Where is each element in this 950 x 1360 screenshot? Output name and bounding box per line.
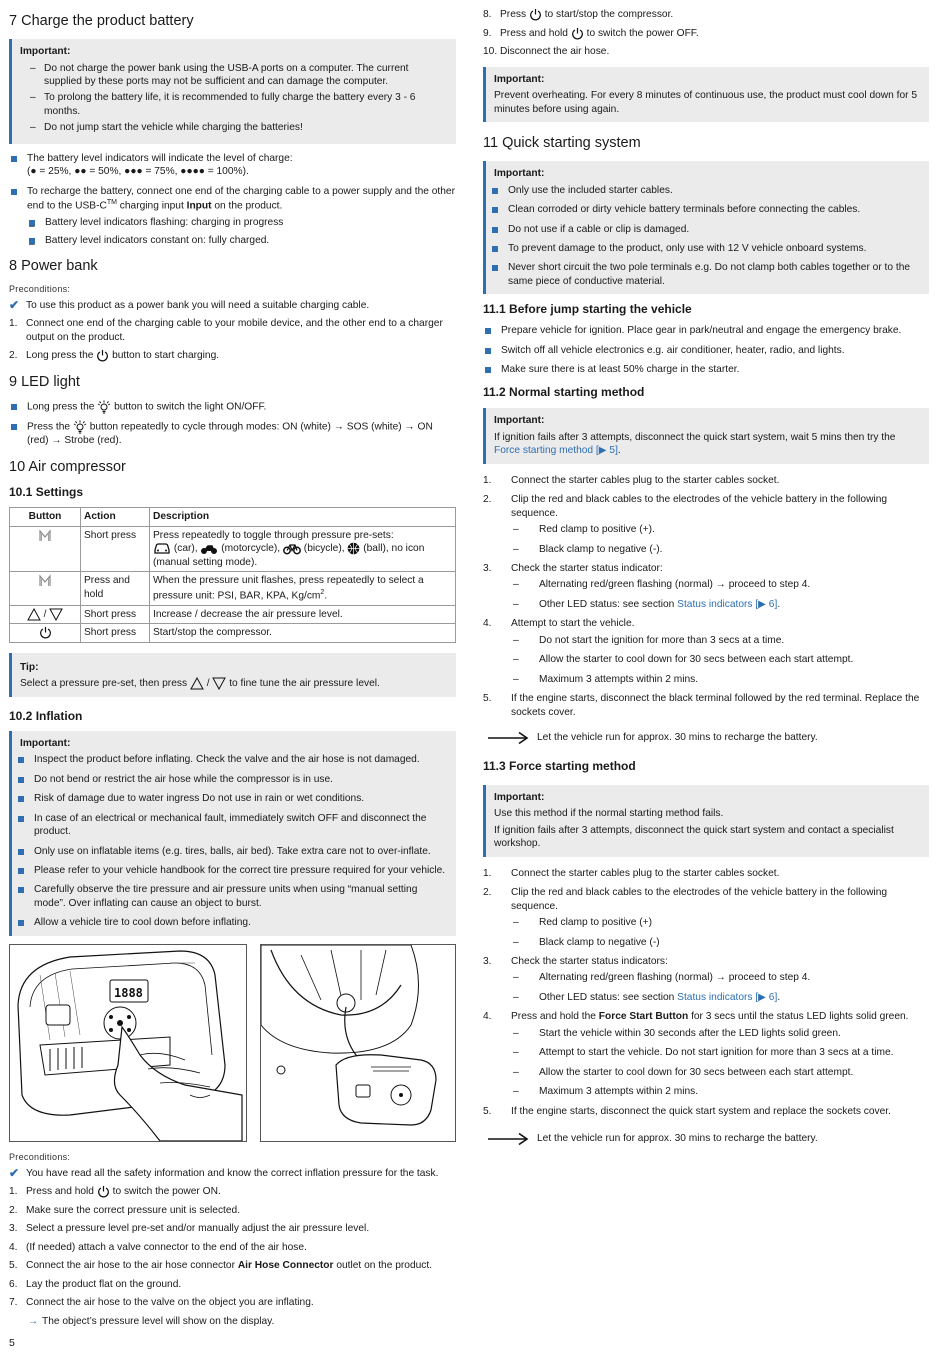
important-box-charging: [9, 39, 456, 144]
step-item: [483, 955, 929, 1004]
important-item: Do not bend or restrict the air hose while the compressor is in use.: [16, 773, 448, 786]
tip-text: [20, 677, 448, 691]
bullet-light-modes: [9, 420, 456, 448]
cell-text: /: [40, 608, 50, 620]
power-icon: [96, 349, 109, 362]
table-header: Description: [150, 507, 456, 526]
trademark: TM: [106, 199, 117, 207]
cell-text: Press repeatedly to toggle through pressure pre-sets:: [153, 529, 394, 541]
step-number: 2.: [9, 350, 18, 362]
bullet-item: Make sure there is at least 50% charge in the starter.: [483, 363, 929, 376]
tip-text-part: /: [203, 678, 213, 690]
table-row: [10, 605, 456, 624]
step-text: Press: [500, 9, 529, 21]
section-8-heading: 8 Power bank: [9, 257, 98, 274]
sub-item: – Red clamp to positive (+).: [511, 523, 929, 536]
tip-text-part: to fine tune the air pressure level.: [226, 678, 380, 690]
settings-table: [9, 507, 456, 643]
figures-row: [9, 944, 456, 1142]
important-text: [494, 431, 921, 458]
step-text: outlet on the product.: [333, 1260, 433, 1272]
step-item: [483, 617, 929, 686]
important-title: Important:: [494, 791, 545, 803]
step-number: 5.: [483, 693, 492, 705]
step-number: 4.: [483, 1011, 492, 1023]
sub-text: Other LED status: see section: [539, 598, 678, 610]
step-item: [483, 1010, 929, 1098]
step-text: Press and hold the: [511, 1011, 599, 1023]
step-item: [9, 349, 456, 363]
step-number: 4.: [483, 618, 492, 630]
table-cell-button: [10, 572, 81, 605]
step-text: Connect the starter cables plug to the starter cables socket.: [511, 474, 780, 486]
table-cell-description: Increase / decrease the air pressure level.: [150, 605, 456, 624]
step-number: 7.: [9, 1297, 18, 1309]
step-item: [483, 493, 929, 556]
tire-illustration: [261, 945, 455, 1141]
sub-item: [511, 991, 929, 1004]
table-cell-button: [10, 526, 81, 572]
important-item: Please refer to your vehicle handbook for the correct tire pressure required for your vehicle.: [16, 864, 448, 877]
step-item: [483, 562, 929, 611]
important-title: Important:: [494, 168, 545, 180]
precondition-text: You have read all the safety information and know the correct inflation pressure for the task.: [26, 1167, 439, 1179]
step-item: [483, 867, 929, 880]
sub-item: [511, 598, 929, 611]
important-title: Important:: [494, 415, 545, 427]
section-10-heading: 10 Air compressor: [9, 458, 126, 475]
right-column: [483, 8, 929, 1160]
power-icon: [571, 27, 584, 40]
preconditions-label: Preconditions:: [9, 284, 71, 295]
step-text: Lay the product flat on the ground.: [26, 1278, 182, 1290]
left-column: [9, 8, 456, 1334]
sub-item: – Allow the starter to cool down for 30 secs between each start attempt.: [511, 1066, 929, 1079]
step-number: 2.: [483, 494, 492, 506]
important-item: Risk of damage due to water ingress Do not use in rain or wet conditions.: [16, 792, 448, 805]
sub-item: – Alternating red/green flashing (normal) → proceed to step 4.: [511, 971, 929, 984]
cell-text: (motorcycle),: [218, 543, 283, 555]
important-box-force-start: [483, 785, 929, 857]
step-text: Press and hold: [500, 27, 571, 39]
force-starting-link[interactable]: Force starting method [▶ 5]: [494, 445, 618, 457]
table-cell-action: Press and hold: [81, 572, 150, 605]
table-row: [10, 624, 456, 643]
important-item: Do not use if a cable or clip is damaged.: [490, 223, 921, 236]
sub-item: – Allow the starter to cool down for 30 secs between each start attempt.: [511, 653, 929, 666]
car-icon: [153, 542, 171, 555]
step-item: [9, 317, 456, 344]
important-box-quick-start: [483, 161, 929, 294]
display-readout: 1888: [114, 985, 143, 1000]
step-number: 1.: [9, 1186, 18, 1198]
section-11-heading: 11 Quick starting system: [483, 135, 641, 152]
step-number: 8.: [483, 9, 492, 20]
sub-item: – Attempt to start the vehicle. Do not start ignition for more than 3 secs at a time.: [511, 1046, 929, 1059]
important-item: Only use on inflatable items (e.g. tires, balls, air bed). Take extra care not to over-inflate.: [16, 845, 448, 858]
check-icon: ✔: [9, 297, 20, 312]
sub-item: – Battery level indicators flashing: charging in progress: [27, 216, 456, 229]
sub-item: – Black clamp to negative (-).: [511, 543, 929, 556]
table-row: [10, 572, 456, 605]
preconditions-label: Preconditions:: [9, 1151, 71, 1162]
step-item: [483, 45, 929, 58]
step-text: Disconnect the air hose.: [500, 46, 610, 58]
step-text: Check the starter status indicator:: [511, 563, 663, 575]
step-item: [9, 1241, 456, 1254]
step-text: Check the starter status indicators:: [511, 956, 668, 968]
table-cell-description: Start/stop the compressor.: [150, 624, 456, 643]
power-icon: [529, 8, 542, 21]
important-item: Clean corroded or dirty vehicle battery terminals before connecting the cables.: [490, 203, 921, 216]
tip-box: [9, 653, 456, 697]
step-number: 5.: [9, 1260, 18, 1272]
step-text: Attempt to start the vehicle.: [511, 618, 635, 630]
bullet-text: The battery level indicators will indicate the level of charge:: [27, 152, 293, 164]
important-box-inflation: [9, 731, 456, 936]
step-item: [483, 474, 929, 487]
bullet-battery-levels: [9, 152, 456, 179]
step-item: [483, 27, 929, 41]
step-item: [483, 1105, 929, 1118]
step-text: (If needed) attach a valve connector to the end of the air hose.: [26, 1241, 307, 1253]
important-title: Important:: [20, 46, 71, 58]
important-item: Inspect the product before inflating. Check the valve and the air hose is not damaged.: [16, 753, 448, 766]
power-icon: [97, 1185, 110, 1198]
page-number: 5: [9, 1337, 15, 1349]
important-item: In case of an electrical or mechanical fault, immediately switch OFF and disconnect the product.: [16, 812, 448, 839]
step-text: Connect one end of the charging cable to your mobile device, and the other end to a charger output on the product.: [26, 318, 443, 343]
step-number: 5.: [483, 1105, 492, 1117]
section-9-heading: 9 LED light: [9, 373, 80, 390]
step-item: [9, 1204, 456, 1217]
m-button-icon: [38, 529, 52, 543]
important-item: Never short circuit the two pole terminals e.g. Do not clamp both cables together or to the same piece of conductive material.: [490, 261, 921, 288]
step-text: If the engine starts, disconnect the quick start system and replace the sockets cover.: [511, 1105, 891, 1117]
bullet-item: Prepare vehicle for ignition. Place gear in park/neutral and engage the emergency brake.: [483, 324, 929, 337]
check-icon: ✔: [9, 1165, 20, 1180]
light-bulb-icon: [97, 400, 111, 414]
figure-tire-inflation: [260, 944, 456, 1142]
important-box-overheating: [483, 67, 929, 122]
bullet-item: Switch off all vehicle electronics e.g. air conditioner, heater, radio, and lights.: [483, 344, 929, 357]
bullet-text: (● = 25%, ●● = 50%, ●●● = 75%, ●●●● = 100%).: [27, 166, 249, 178]
section-10-1-heading: 10.1 Settings: [9, 484, 84, 499]
step-text: Press and hold: [26, 1186, 97, 1198]
sub-text: .: [777, 598, 781, 610]
superscript: 2: [320, 588, 325, 596]
step-text: to start/stop the compressor.: [541, 9, 674, 21]
step-number: 10.: [483, 46, 498, 58]
step-text: Connect the starter cables plug to the starter cables socket.: [511, 867, 780, 879]
power-icon: [39, 626, 52, 639]
table-cell-action: Short press: [81, 605, 150, 624]
step-number: 3.: [9, 1223, 18, 1235]
light-bulb-icon: [73, 420, 87, 434]
step-item: [9, 1222, 456, 1235]
step-text: Make sure the correct pressure unit is selected.: [26, 1204, 241, 1216]
step-number: 2.: [9, 1204, 18, 1216]
triangle-down-icon: [49, 608, 63, 621]
important-title: Important:: [494, 73, 545, 85]
result-text: The object’s pressure level will show on the display.: [42, 1316, 275, 1328]
precondition-item: [9, 299, 456, 312]
cell-text: When the pressure unit flashes, press repeatedly to select a pressure unit: PSI, BAR, KPA, Kg/cm: [153, 575, 424, 602]
table-header: Action: [81, 507, 150, 526]
bullet-text: Long press the: [27, 401, 98, 413]
figure-compressor-hand: [9, 944, 247, 1142]
step-text: Select a pressure level pre-set and/or manually adjust the air pressure level.: [26, 1223, 370, 1235]
important-item: – To prolong the battery life, it is recommended to fully charge the battery every 3 - 6 months.: [20, 91, 448, 118]
step-number: 2.: [483, 887, 492, 899]
step-item: [483, 8, 929, 22]
step-number: 9.: [483, 27, 492, 39]
bullet-text: Press the: [27, 421, 73, 433]
important-item: Only use the included starter cables.: [490, 184, 921, 197]
long-arrow-icon: [487, 731, 529, 745]
step-text: for 3 secs until the status LED lights solid green.: [688, 1011, 909, 1023]
important-text: If ignition fails after 3 attempts, disconnect the quick start system and contact a specialist workshop.: [494, 824, 894, 850]
sub-text: .: [777, 991, 781, 1003]
step-item: [483, 692, 929, 719]
step-number: 6.: [9, 1278, 18, 1290]
bullet-text: charging input: [116, 200, 187, 212]
sub-item: – Do not start the ignition for more than 3 secs at a time.: [511, 634, 929, 647]
important-box-normal-start: [483, 408, 929, 463]
important-text: Prevent overheating. For every 8 minutes of continuous use, the product must cool down for 5 minutes before using again.: [494, 90, 918, 115]
step-number: 3.: [483, 563, 492, 575]
step-number: 3.: [483, 956, 492, 968]
step-text: If the engine starts, disconnect the black terminal followed by the red terminal. Replace the sockets cover.: [511, 693, 920, 718]
step-result: [26, 1315, 456, 1328]
triangle-down-icon: [212, 677, 226, 690]
important-item: Allow a vehicle tire to cool down before inflating.: [16, 916, 448, 929]
sub-item: – Maximum 3 attempts within 2 mins.: [511, 673, 929, 686]
step-item: [9, 1278, 456, 1291]
section-11-1-heading: 11.1 Before jump starting the vehicle: [483, 302, 692, 317]
bullet-text: button to switch the light ON/OFF.: [111, 401, 267, 413]
important-item: Carefully observe the tire pressure and air pressure units when using “manual setting mode”. Over inflating can cause an object to burst.: [16, 883, 448, 910]
outcome-text: Let the vehicle run for approx. 30 mins to recharge the battery.: [537, 1133, 818, 1145]
step-text: to switch the power OFF.: [583, 27, 699, 39]
bullet-recharge: [9, 185, 456, 247]
table-cell-description: [150, 572, 456, 605]
triangle-up-icon: [27, 608, 41, 621]
step-number: 1.: [9, 318, 18, 330]
important-item: To prevent damage to the product, only use with 12 V vehicle onboard systems.: [490, 242, 921, 255]
step-item: [483, 886, 929, 949]
table-cell-action: Short press: [81, 624, 150, 643]
outcome-row: [487, 731, 929, 745]
input-label: Input: [186, 200, 212, 212]
bullet-text: button repeatedly to cycle through modes: ON (white) → SOS (white) → ON (red) → Strobe (red).: [27, 421, 433, 447]
important-text: Use this method if the normal starting method fails.: [494, 808, 724, 820]
sub-text: Other LED status: see section: [539, 991, 678, 1003]
step-number: 1.: [483, 474, 492, 486]
bullet-text: on the product.: [211, 200, 283, 212]
force-start-button-label: Force Start Button: [598, 1011, 689, 1023]
table-header: Button: [10, 507, 81, 526]
table-row: [10, 526, 456, 572]
sub-item: – Red clamp to positive (+): [511, 916, 929, 929]
step-item: [9, 1185, 456, 1199]
ball-icon: [347, 542, 360, 555]
step-number: 1.: [483, 867, 492, 879]
section-11-3-heading: 11.3 Force starting method: [483, 759, 636, 774]
sub-item: – Black clamp to negative (-): [511, 936, 929, 949]
step-item: [9, 1259, 456, 1272]
important-text-part: If ignition fails after 3 attempts, disconnect the quick start system, wait 5 mins then try the: [494, 431, 896, 443]
tip-text-part: Select a pressure pre-set, then press: [20, 678, 190, 690]
triangle-up-icon: [190, 677, 204, 690]
sub-item: – Alternating red/green flashing (normal) → proceed to step 4.: [511, 578, 929, 591]
arrow-right-icon: →: [28, 1316, 39, 1328]
important-item: – Do not jump start the vehicle while charging the batteries!: [20, 121, 448, 134]
precondition-text: To use this product as a power bank you will need a suitable charging cable.: [26, 299, 370, 311]
cell-text: (car),: [171, 543, 201, 555]
table-cell-description: [150, 526, 456, 572]
outcome-row: [487, 1132, 929, 1146]
step-text: button to start charging.: [109, 350, 220, 362]
outcome-text: Let the vehicle run for approx. 30 mins to recharge the battery.: [537, 732, 818, 744]
step-text: to switch the power ON.: [109, 1186, 221, 1198]
important-item: – Do not charge the power bank using the USB-A ports on a computer. The current supplied by these ports may not be sufficient and can damage the computer.: [20, 62, 448, 89]
precondition-item: [9, 1167, 456, 1180]
step-text: Connect the air hose to the valve on the object you are inflating.: [26, 1297, 314, 1309]
section-11-2-heading: 11.2 Normal starting method: [483, 384, 645, 399]
tip-title: Tip:: [20, 661, 39, 673]
section-10-2-heading: 10.2 Inflation: [9, 708, 83, 723]
step-number: 4.: [9, 1241, 18, 1253]
status-indicators-link[interactable]: Status indicators [▶ 6]: [677, 991, 778, 1003]
status-indicators-link[interactable]: Status indicators [▶ 6]: [677, 598, 778, 610]
sub-item: – Battery level indicators constant on: fully charged.: [27, 234, 456, 247]
bullet-text: To recharge the battery, connect one end of the charging cable to a power supply and the other end to the USB-C: [27, 185, 455, 212]
step-item: [9, 1296, 456, 1329]
step-bold-text: Air Hose Connector: [237, 1260, 334, 1272]
table-cell-action: Short press: [81, 526, 150, 572]
bicycle-icon: [283, 542, 301, 555]
compressor-illustration: [10, 945, 246, 1141]
table-header-row: [10, 507, 456, 526]
section-7-heading: 7 Charge the product battery: [9, 13, 194, 29]
table-cell-button: [10, 605, 81, 624]
step-text: Clip the red and black cables to the electrodes of the vehicle battery in the following sequence.: [511, 494, 888, 519]
sub-item: – Maximum 3 attempts within 2 mins.: [511, 1085, 929, 1098]
m-button-icon: [38, 574, 52, 588]
sub-item: – Start the vehicle within 30 seconds after the LED lights solid green.: [511, 1027, 929, 1040]
long-arrow-icon: [487, 1132, 529, 1146]
step-text: Clip the red and black cables to the electrodes of the vehicle battery in the following sequence.: [511, 887, 888, 912]
table-cell-button: [10, 624, 81, 643]
important-title: Important:: [20, 737, 71, 749]
cell-text: (ball), no icon (manual setting mode).: [153, 543, 425, 568]
step-text: Long press the: [26, 350, 97, 362]
bullet-light-toggle: [9, 400, 456, 414]
cell-text: .: [324, 590, 328, 602]
step-text: Connect the air hose to the air hose connector: [26, 1260, 238, 1272]
important-text-part: .: [617, 445, 621, 457]
motorcycle-icon: [200, 542, 218, 555]
cell-text: (bicycle),: [300, 543, 348, 555]
